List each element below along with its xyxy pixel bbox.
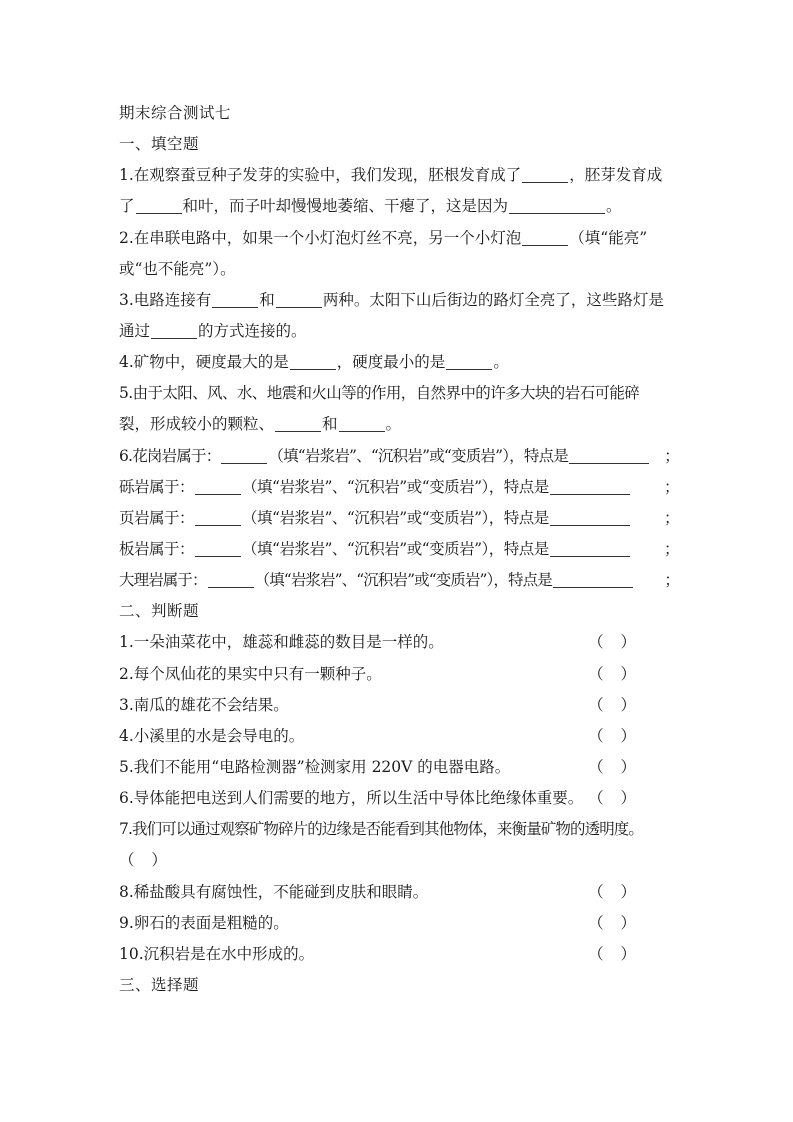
section-heading-true-false: 二、判断题 <box>119 602 200 621</box>
question-1-line-2 <box>119 191 679 222</box>
answer-blank[interactable] <box>208 586 254 588</box>
question-text: （填“岩浆岩”、“沉积岩”或“变质岩”），特点是 <box>242 508 549 527</box>
answer-blank[interactable] <box>195 555 241 557</box>
question-text: ，胚芽发育成 <box>569 166 663 185</box>
judgment-item-8 <box>119 877 679 908</box>
question-text: 通过 <box>119 321 151 340</box>
answer-blank[interactable] <box>151 337 197 339</box>
question-2-line-1 <box>119 223 679 254</box>
question-text: 裂，形成较小的颗粒、 <box>119 415 275 434</box>
exam-page <box>119 98 679 1001</box>
question-6-granite <box>119 441 679 472</box>
question-text: ； <box>663 539 679 558</box>
question-text: 2.每个凤仙花的果实中只有一颗种子。 <box>119 664 382 683</box>
judgment-item-4 <box>119 721 679 752</box>
judgment-item-3 <box>119 690 679 721</box>
question-text: ，硬度最小的是 <box>336 353 446 372</box>
section-heading-multiple-choice: 三、选择题 <box>119 975 200 994</box>
question-text: 5.我们不能用“电路检测器”检测家用 220V 的电器电路。 <box>119 757 511 776</box>
answer-blank[interactable] <box>553 586 633 588</box>
question-text: 2.在串联电路中，如果一个小灯泡灯丝不亮，另一个小灯泡 <box>119 228 522 247</box>
question-6-shale <box>119 503 679 534</box>
question-5-line-2 <box>119 409 679 440</box>
answer-parentheses[interactable]: （ ） <box>588 944 642 963</box>
question-text: 。 <box>493 353 509 372</box>
answer-blank[interactable] <box>550 555 630 557</box>
exam-title: 期末综合测试七 <box>119 104 232 122</box>
answer-parentheses[interactable]: （ ） <box>588 913 642 932</box>
answer-blank[interactable] <box>446 368 492 370</box>
question-text: ； <box>663 508 679 527</box>
question-2-line-2 <box>119 254 679 285</box>
question-text: 了 <box>119 197 135 216</box>
question-text: 页岩属于： <box>119 508 195 527</box>
question-text: 大理岩属于： <box>119 571 207 590</box>
question-text: 8.稀盐酸具有腐蚀性，不能碰到皮肤和眼睛。 <box>119 882 429 901</box>
judgment-item-2 <box>119 659 679 690</box>
judgment-item-7-answer <box>119 845 679 876</box>
judgment-item-9 <box>119 908 679 939</box>
question-text: 1.一朵油菜花中，雄蕊和雌蕊的数目是一样的。 <box>119 633 444 652</box>
question-text: （填“岩浆岩”、“沉积岩”或“变质岩”），特点是 <box>268 446 568 465</box>
question-6-marble <box>119 565 679 596</box>
answer-blank[interactable] <box>212 306 258 308</box>
question-4 <box>119 347 679 378</box>
question-text: 5.由于太阳、风、水、地震和火山等的作用，自然界中的许多大块的岩石可能碎 <box>119 384 640 403</box>
answer-blank[interactable] <box>550 524 630 526</box>
answer-blank[interactable] <box>275 430 321 432</box>
question-5-line-1 <box>119 378 679 409</box>
question-text: （填“岩浆岩”、“沉积岩”或“变质岩”），特点是 <box>242 477 549 496</box>
judgment-item-1 <box>119 627 679 658</box>
answer-parentheses[interactable]: （ ） <box>119 851 173 870</box>
answer-blank[interactable] <box>509 212 605 214</box>
question-text: 6.花岗岩属于： <box>119 446 221 465</box>
question-text: 砾岩属于： <box>119 477 195 496</box>
question-text: 6.导体能把电送到人们需要的地方，所以生活中导体比绝缘体重要。 <box>119 789 584 808</box>
question-text: 3.南瓜的雄花不会结果。 <box>119 695 289 714</box>
answer-blank[interactable] <box>569 462 649 464</box>
section-heading-fill-blank: 一、填空题 <box>119 135 200 154</box>
answer-blank[interactable] <box>290 368 336 370</box>
question-text: 。 <box>385 415 402 434</box>
question-text: 两种。太阳下山后街边的路灯全亮了，这些路灯是 <box>322 290 664 309</box>
question-text: 4.小溪里的水是会导电的。 <box>119 726 305 745</box>
answer-blank[interactable] <box>221 462 267 464</box>
answer-blank[interactable] <box>550 493 630 495</box>
question-text: 和叶，而子叶却慢慢地萎缩、干瘪了，这是因为 <box>182 197 509 216</box>
answer-parentheses[interactable]: （ ） <box>588 695 642 714</box>
answer-blank[interactable] <box>136 212 182 214</box>
question-text: 1.在观察蚕豆种子发芽的实验中，我们发现，胚根发育成了 <box>119 166 522 185</box>
question-text: 或“也不能亮”）。 <box>119 259 236 278</box>
answer-parentheses[interactable]: （ ） <box>588 664 642 683</box>
question-text: 和 <box>259 290 275 309</box>
question-text: 和 <box>322 415 338 434</box>
question-text: ； <box>664 571 679 590</box>
question-text: （填“岩浆岩”、“沉积岩”或“变质岩”），特点是 <box>242 539 549 558</box>
question-text: ； <box>663 477 679 496</box>
question-6-conglomerate <box>119 472 679 503</box>
question-text: 。 <box>606 197 622 216</box>
question-text: 3.电路连接有 <box>119 290 212 309</box>
answer-blank[interactable] <box>276 306 322 308</box>
question-6-slate <box>119 534 679 565</box>
judgment-item-6 <box>119 783 679 814</box>
question-text: ； <box>664 446 679 465</box>
judgment-item-10 <box>119 939 679 970</box>
answer-parentheses[interactable]: （ ） <box>588 789 642 808</box>
question-3-line-1 <box>119 285 679 316</box>
judgment-item-5 <box>119 752 679 783</box>
answer-blank[interactable] <box>522 244 568 246</box>
question-text: （填“岩浆岩”、“沉积岩”或“变质岩”），特点是 <box>254 571 552 590</box>
question-text: 10.沉积岩是在水中形成的。 <box>119 944 315 963</box>
question-text: （填“能亮” <box>569 228 648 247</box>
question-3-line-2 <box>119 316 679 347</box>
question-text: 4.矿物中，硬度最大的是 <box>119 353 289 372</box>
answer-blank[interactable] <box>195 493 241 495</box>
question-text: 9.卵石的表面是粗糙的。 <box>119 913 289 932</box>
answer-blank[interactable] <box>195 524 241 526</box>
answer-blank[interactable] <box>522 181 568 183</box>
question-1-line-1 <box>119 160 679 191</box>
question-text: 板岩属于： <box>119 539 195 558</box>
answer-parentheses[interactable]: （ ） <box>588 882 642 901</box>
answer-blank[interactable] <box>339 430 385 432</box>
question-text: 7.我们可以通过观察矿物碎片的边缘是否能看到其他物体，来衡量矿物的透明度。 <box>119 820 643 839</box>
answer-parentheses[interactable]: （ ） <box>588 757 642 776</box>
answer-parentheses[interactable]: （ ） <box>588 633 642 652</box>
answer-parentheses[interactable]: （ ） <box>588 726 642 745</box>
judgment-item-7 <box>119 814 679 845</box>
question-text: 的方式连接的。 <box>198 321 307 340</box>
